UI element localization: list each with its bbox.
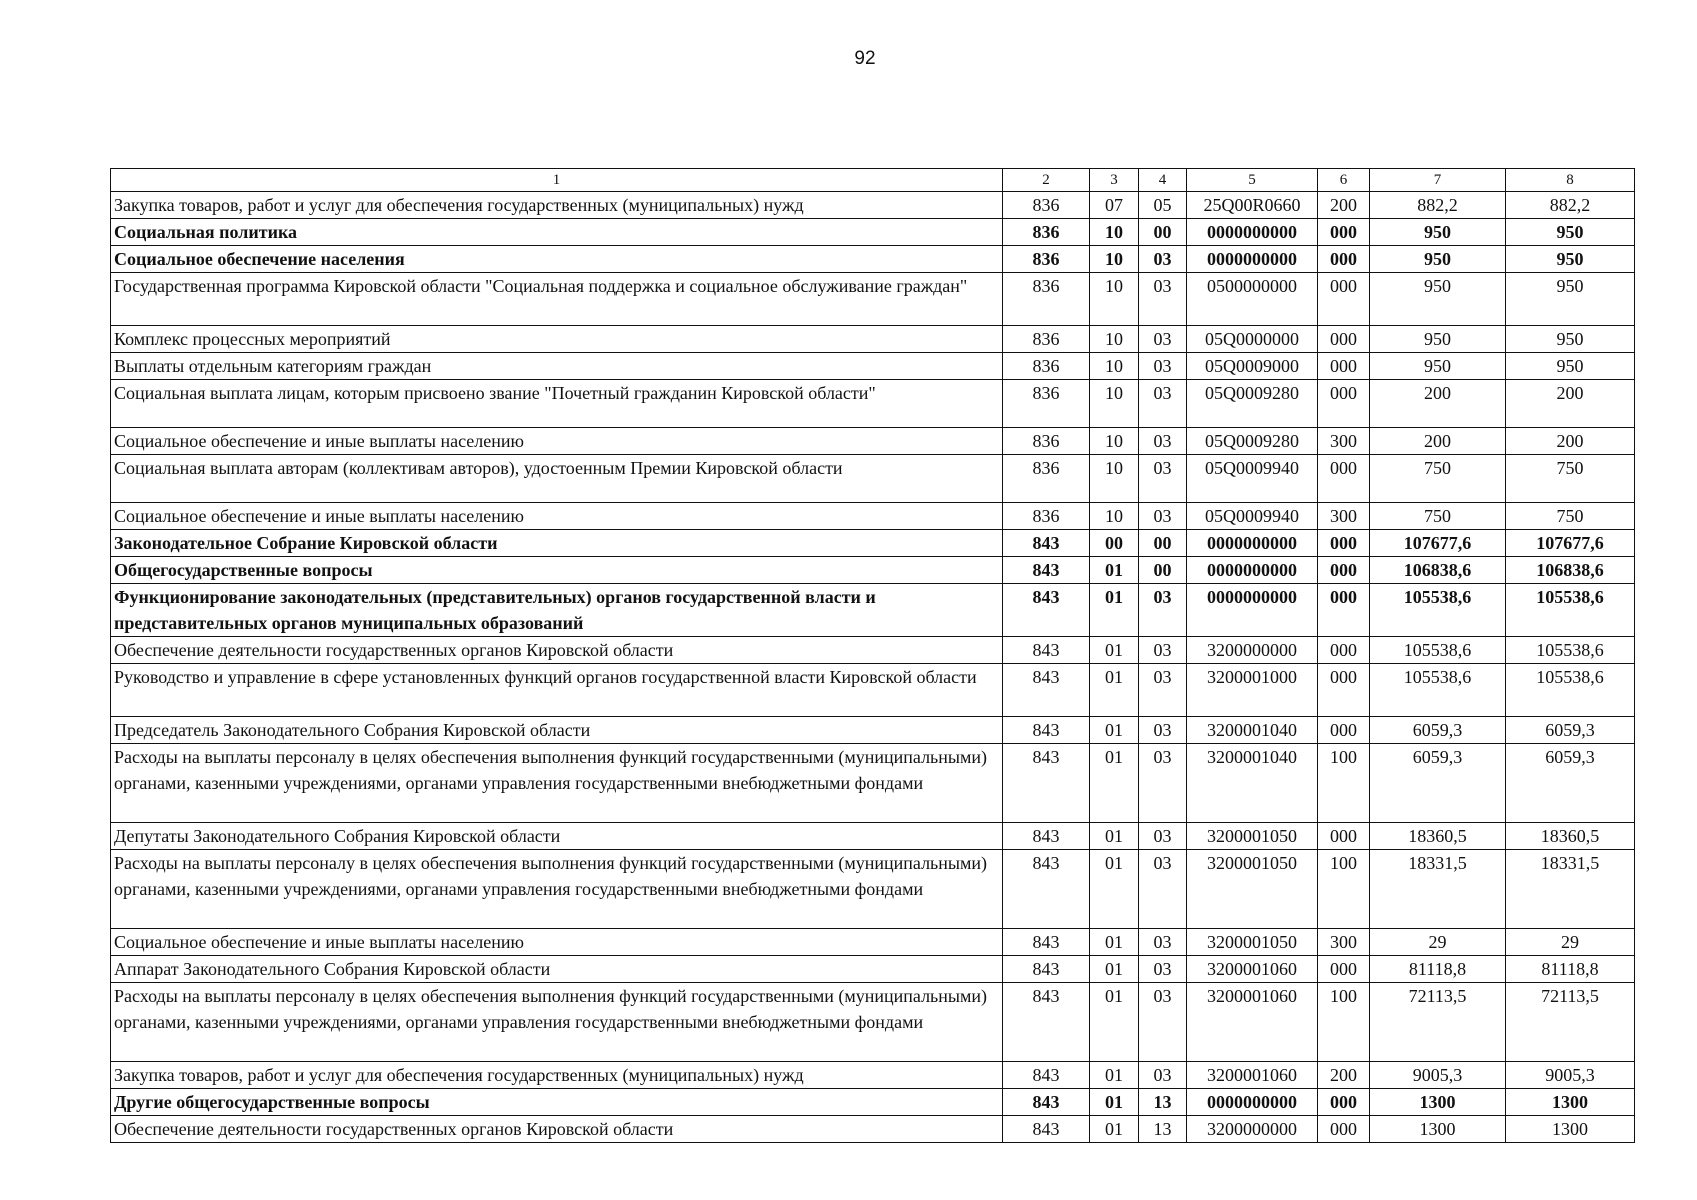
amount-year1-cell: 1300 <box>1370 1116 1506 1143</box>
admin-code-cell: 843 <box>1003 637 1090 664</box>
target-article-cell: 25Q00R0660 <box>1187 192 1318 219</box>
column-header: 8 <box>1506 169 1635 192</box>
admin-code-cell: 836 <box>1003 455 1090 503</box>
amount-year1-cell: 750 <box>1370 503 1506 530</box>
amount-year1-cell: 18360,5 <box>1370 823 1506 850</box>
expense-type-cell: 000 <box>1318 956 1370 983</box>
amount-year2-cell: 29 <box>1506 929 1635 956</box>
admin-code-cell: 843 <box>1003 1062 1090 1089</box>
subsection-cell: 00 <box>1139 219 1187 246</box>
row-name-cell: Председатель Законодательного Собрания Кировской области <box>111 717 1003 744</box>
admin-code-cell: 843 <box>1003 956 1090 983</box>
expense-type-cell: 000 <box>1318 557 1370 584</box>
amount-year2-cell: 105538,6 <box>1506 637 1635 664</box>
table-row <box>111 326 1635 353</box>
subsection-cell: 03 <box>1139 1062 1187 1089</box>
table-row <box>111 637 1635 664</box>
target-article-cell: 0000000000 <box>1187 557 1318 584</box>
row-name-cell: Закупка товаров, работ и услуг для обеспечения государственных (муниципальных) нужд <box>111 1062 1003 1089</box>
amount-year1-cell: 9005,3 <box>1370 1062 1506 1089</box>
row-name-cell: Законодательное Собрание Кировской области <box>111 530 1003 557</box>
section-cell: 10 <box>1090 455 1139 503</box>
target-article-cell: 05Q0009000 <box>1187 353 1318 380</box>
section-cell: 01 <box>1090 637 1139 664</box>
table-row <box>111 744 1635 823</box>
table-row <box>111 273 1635 326</box>
target-article-cell: 3200001000 <box>1187 664 1318 717</box>
target-article-cell: 05Q0009280 <box>1187 428 1318 455</box>
amount-year1-cell: 1300 <box>1370 1089 1506 1116</box>
admin-code-cell: 836 <box>1003 273 1090 326</box>
target-article-cell: 3200001040 <box>1187 744 1318 823</box>
admin-code-cell: 843 <box>1003 557 1090 584</box>
table-row <box>111 530 1635 557</box>
table-row <box>111 850 1635 929</box>
amount-year2-cell: 6059,3 <box>1506 717 1635 744</box>
section-cell: 00 <box>1090 530 1139 557</box>
expense-type-cell: 000 <box>1318 1089 1370 1116</box>
target-article-cell: 05Q0009940 <box>1187 503 1318 530</box>
row-name-cell: Социальная политика <box>111 219 1003 246</box>
amount-year1-cell: 882,2 <box>1370 192 1506 219</box>
table-row <box>111 219 1635 246</box>
subsection-cell: 03 <box>1139 664 1187 717</box>
amount-year2-cell: 18331,5 <box>1506 850 1635 929</box>
page-number: 92 <box>854 48 876 69</box>
target-article-cell: 3200000000 <box>1187 1116 1318 1143</box>
column-header: 4 <box>1139 169 1187 192</box>
table-row <box>111 380 1635 428</box>
row-name-cell: Социальное обеспечение и иные выплаты населению <box>111 503 1003 530</box>
target-article-cell: 3200001060 <box>1187 983 1318 1062</box>
section-cell: 01 <box>1090 1089 1139 1116</box>
subsection-cell: 05 <box>1139 192 1187 219</box>
expense-type-cell: 000 <box>1318 219 1370 246</box>
amount-year2-cell: 105538,6 <box>1506 664 1635 717</box>
amount-year2-cell: 882,2 <box>1506 192 1635 219</box>
expense-type-cell: 300 <box>1318 929 1370 956</box>
amount-year1-cell: 200 <box>1370 428 1506 455</box>
subsection-cell: 03 <box>1139 246 1187 273</box>
amount-year2-cell: 18360,5 <box>1506 823 1635 850</box>
subsection-cell: 13 <box>1139 1116 1187 1143</box>
expense-type-cell: 300 <box>1318 428 1370 455</box>
amount-year1-cell: 950 <box>1370 219 1506 246</box>
section-cell: 01 <box>1090 717 1139 744</box>
target-article-cell: 3200001050 <box>1187 929 1318 956</box>
table-body <box>111 192 1635 1143</box>
subsection-cell: 03 <box>1139 380 1187 428</box>
admin-code-cell: 836 <box>1003 219 1090 246</box>
target-article-cell: 0000000000 <box>1187 246 1318 273</box>
amount-year2-cell: 107677,6 <box>1506 530 1635 557</box>
column-header: 6 <box>1318 169 1370 192</box>
row-name-cell: Обеспечение деятельности государственных органов Кировской области <box>111 637 1003 664</box>
target-article-cell: 0000000000 <box>1187 1089 1318 1116</box>
amount-year1-cell: 6059,3 <box>1370 717 1506 744</box>
row-name-cell: Закупка товаров, работ и услуг для обеспечения государственных (муниципальных) нужд <box>111 192 1003 219</box>
amount-year2-cell: 950 <box>1506 353 1635 380</box>
row-name-cell: Выплаты отдельным категориям граждан <box>111 353 1003 380</box>
section-cell: 01 <box>1090 929 1139 956</box>
amount-year1-cell: 18331,5 <box>1370 850 1506 929</box>
amount-year2-cell: 72113,5 <box>1506 983 1635 1062</box>
section-cell: 10 <box>1090 326 1139 353</box>
row-name-cell: Другие общегосударственные вопросы <box>111 1089 1003 1116</box>
amount-year2-cell: 1300 <box>1506 1116 1635 1143</box>
admin-code-cell: 836 <box>1003 503 1090 530</box>
amount-year2-cell: 950 <box>1506 326 1635 353</box>
section-cell: 10 <box>1090 353 1139 380</box>
expense-type-cell: 300 <box>1318 503 1370 530</box>
subsection-cell: 00 <box>1139 530 1187 557</box>
expense-type-cell: 000 <box>1318 664 1370 717</box>
section-cell: 01 <box>1090 1116 1139 1143</box>
row-name-cell: Социальное обеспечение населения <box>111 246 1003 273</box>
expense-type-cell: 100 <box>1318 983 1370 1062</box>
amount-year1-cell: 107677,6 <box>1370 530 1506 557</box>
amount-year1-cell: 105538,6 <box>1370 584 1506 637</box>
table-row <box>111 1062 1635 1089</box>
section-cell: 01 <box>1090 1062 1139 1089</box>
amount-year1-cell: 106838,6 <box>1370 557 1506 584</box>
amount-year2-cell: 200 <box>1506 380 1635 428</box>
table-row <box>111 1116 1635 1143</box>
column-header: 1 <box>111 169 1003 192</box>
subsection-cell: 03 <box>1139 584 1187 637</box>
subsection-cell: 03 <box>1139 956 1187 983</box>
column-header: 2 <box>1003 169 1090 192</box>
amount-year1-cell: 750 <box>1370 455 1506 503</box>
table-row <box>111 584 1635 637</box>
target-article-cell: 0000000000 <box>1187 530 1318 557</box>
table-row <box>111 823 1635 850</box>
subsection-cell: 03 <box>1139 428 1187 455</box>
amount-year1-cell: 200 <box>1370 380 1506 428</box>
amount-year1-cell: 950 <box>1370 246 1506 273</box>
target-article-cell: 0000000000 <box>1187 219 1318 246</box>
amount-year2-cell: 750 <box>1506 455 1635 503</box>
admin-code-cell: 843 <box>1003 983 1090 1062</box>
amount-year2-cell: 81118,8 <box>1506 956 1635 983</box>
amount-year2-cell: 1300 <box>1506 1089 1635 1116</box>
table-row <box>111 557 1635 584</box>
row-name-cell: Общегосударственные вопросы <box>111 557 1003 584</box>
table-row <box>111 246 1635 273</box>
section-cell: 01 <box>1090 664 1139 717</box>
admin-code-cell: 843 <box>1003 929 1090 956</box>
target-article-cell: 05Q0009940 <box>1187 455 1318 503</box>
expense-type-cell: 000 <box>1318 717 1370 744</box>
admin-code-cell: 843 <box>1003 530 1090 557</box>
expense-type-cell: 100 <box>1318 850 1370 929</box>
admin-code-cell: 843 <box>1003 717 1090 744</box>
row-name-cell: Обеспечение деятельности государственных органов Кировской области <box>111 1116 1003 1143</box>
column-header: 3 <box>1090 169 1139 192</box>
subsection-cell: 00 <box>1139 557 1187 584</box>
table-row <box>111 503 1635 530</box>
amount-year1-cell: 950 <box>1370 326 1506 353</box>
row-name-cell: Расходы на выплаты персоналу в целях обеспечения выполнения функций государственными (муниципальными) органами, казенными учреждениями, органами управления государственными внебюджетными фондами <box>111 983 1003 1062</box>
table-row <box>111 664 1635 717</box>
section-cell: 01 <box>1090 584 1139 637</box>
amount-year1-cell: 72113,5 <box>1370 983 1506 1062</box>
section-cell: 01 <box>1090 850 1139 929</box>
section-cell: 01 <box>1090 744 1139 823</box>
subsection-cell: 03 <box>1139 273 1187 326</box>
amount-year2-cell: 105538,6 <box>1506 584 1635 637</box>
amount-year2-cell: 106838,6 <box>1506 557 1635 584</box>
subsection-cell: 03 <box>1139 983 1187 1062</box>
section-cell: 10 <box>1090 219 1139 246</box>
row-name-cell: Расходы на выплаты персоналу в целях обеспечения выполнения функций государственными (муниципальными) органами, казенными учреждениями, органами управления государственными внебюджетными фондами <box>111 850 1003 929</box>
target-article-cell: 3200001050 <box>1187 823 1318 850</box>
admin-code-cell: 843 <box>1003 664 1090 717</box>
row-name-cell: Социальная выплата авторам (коллективам авторов), удостоенным Премии Кировской области <box>111 455 1003 503</box>
column-header: 5 <box>1187 169 1318 192</box>
subsection-cell: 03 <box>1139 455 1187 503</box>
table-row <box>111 192 1635 219</box>
expense-type-cell: 200 <box>1318 1062 1370 1089</box>
target-article-cell: 0500000000 <box>1187 273 1318 326</box>
subsection-cell: 03 <box>1139 503 1187 530</box>
amount-year2-cell: 750 <box>1506 503 1635 530</box>
target-article-cell: 3200001040 <box>1187 717 1318 744</box>
amount-year1-cell: 105538,6 <box>1370 664 1506 717</box>
expense-type-cell: 000 <box>1318 380 1370 428</box>
target-article-cell: 3200000000 <box>1187 637 1318 664</box>
row-name-cell: Функционирование законодательных (представительных) органов государственной власти и представительных органов муниципальных образований <box>111 584 1003 637</box>
budget-table <box>110 168 1635 1143</box>
subsection-cell: 03 <box>1139 744 1187 823</box>
amount-year2-cell: 9005,3 <box>1506 1062 1635 1089</box>
target-article-cell: 3200001050 <box>1187 850 1318 929</box>
subsection-cell: 13 <box>1139 1089 1187 1116</box>
expense-type-cell: 000 <box>1318 584 1370 637</box>
admin-code-cell: 843 <box>1003 744 1090 823</box>
target-article-cell: 3200001060 <box>1187 956 1318 983</box>
expense-type-cell: 000 <box>1318 353 1370 380</box>
admin-code-cell: 836 <box>1003 380 1090 428</box>
table-row <box>111 428 1635 455</box>
target-article-cell: 0000000000 <box>1187 584 1318 637</box>
expense-type-cell: 000 <box>1318 530 1370 557</box>
section-cell: 10 <box>1090 503 1139 530</box>
amount-year1-cell: 6059,3 <box>1370 744 1506 823</box>
expense-type-cell: 000 <box>1318 273 1370 326</box>
column-header: 7 <box>1370 169 1506 192</box>
amount-year1-cell: 81118,8 <box>1370 956 1506 983</box>
admin-code-cell: 836 <box>1003 326 1090 353</box>
subsection-cell: 03 <box>1139 929 1187 956</box>
section-cell: 10 <box>1090 380 1139 428</box>
subsection-cell: 03 <box>1139 353 1187 380</box>
expense-type-cell: 000 <box>1318 326 1370 353</box>
admin-code-cell: 836 <box>1003 246 1090 273</box>
admin-code-cell: 843 <box>1003 584 1090 637</box>
target-article-cell: 3200001060 <box>1187 1062 1318 1089</box>
target-article-cell: 05Q0009280 <box>1187 380 1318 428</box>
expense-type-cell: 000 <box>1318 637 1370 664</box>
amount-year1-cell: 950 <box>1370 273 1506 326</box>
admin-code-cell: 843 <box>1003 823 1090 850</box>
section-cell: 10 <box>1090 246 1139 273</box>
row-name-cell: Аппарат Законодательного Собрания Кировской области <box>111 956 1003 983</box>
table-row <box>111 717 1635 744</box>
expense-type-cell: 100 <box>1318 744 1370 823</box>
amount-year2-cell: 6059,3 <box>1506 744 1635 823</box>
section-cell: 10 <box>1090 428 1139 455</box>
subsection-cell: 03 <box>1139 850 1187 929</box>
table-row <box>111 983 1635 1062</box>
amount-year1-cell: 950 <box>1370 353 1506 380</box>
subsection-cell: 03 <box>1139 823 1187 850</box>
amount-year2-cell: 200 <box>1506 428 1635 455</box>
section-cell: 01 <box>1090 557 1139 584</box>
table-header-row <box>111 169 1635 192</box>
expense-type-cell: 000 <box>1318 823 1370 850</box>
row-name-cell: Расходы на выплаты персоналу в целях обеспечения выполнения функций государственными (муниципальными) органами, казенными учреждениями, органами управления государственными внебюджетными фондами <box>111 744 1003 823</box>
subsection-cell: 03 <box>1139 637 1187 664</box>
row-name-cell: Депутаты Законодательного Собрания Кировской области <box>111 823 1003 850</box>
admin-code-cell: 836 <box>1003 428 1090 455</box>
amount-year2-cell: 950 <box>1506 246 1635 273</box>
row-name-cell: Социальная выплата лицам, которым присвоено звание "Почетный гражданин Кировской области" <box>111 380 1003 428</box>
expense-type-cell: 000 <box>1318 455 1370 503</box>
section-cell: 01 <box>1090 983 1139 1062</box>
amount-year1-cell: 105538,6 <box>1370 637 1506 664</box>
row-name-cell: Руководство и управление в сфере установленных функций органов государственной власти Кировской области <box>111 664 1003 717</box>
table-row <box>111 455 1635 503</box>
expense-type-cell: 000 <box>1318 1116 1370 1143</box>
section-cell: 07 <box>1090 192 1139 219</box>
admin-code-cell: 836 <box>1003 192 1090 219</box>
subsection-cell: 03 <box>1139 717 1187 744</box>
section-cell: 01 <box>1090 823 1139 850</box>
section-cell: 01 <box>1090 956 1139 983</box>
row-name-cell: Социальное обеспечение и иные выплаты населению <box>111 929 1003 956</box>
row-name-cell: Комплекс процессных мероприятий <box>111 326 1003 353</box>
row-name-cell: Государственная программа Кировской области "Социальная поддержка и социальное обслуживание граждан" <box>111 273 1003 326</box>
amount-year2-cell: 950 <box>1506 219 1635 246</box>
admin-code-cell: 836 <box>1003 353 1090 380</box>
table-row <box>111 353 1635 380</box>
admin-code-cell: 843 <box>1003 850 1090 929</box>
amount-year1-cell: 29 <box>1370 929 1506 956</box>
expense-type-cell: 200 <box>1318 192 1370 219</box>
table-row <box>111 1089 1635 1116</box>
table-row <box>111 956 1635 983</box>
table-row <box>111 929 1635 956</box>
subsection-cell: 03 <box>1139 326 1187 353</box>
target-article-cell: 05Q0000000 <box>1187 326 1318 353</box>
expense-type-cell: 000 <box>1318 246 1370 273</box>
amount-year2-cell: 950 <box>1506 273 1635 326</box>
section-cell: 10 <box>1090 273 1139 326</box>
admin-code-cell: 843 <box>1003 1089 1090 1116</box>
row-name-cell: Социальное обеспечение и иные выплаты населению <box>111 428 1003 455</box>
admin-code-cell: 843 <box>1003 1116 1090 1143</box>
